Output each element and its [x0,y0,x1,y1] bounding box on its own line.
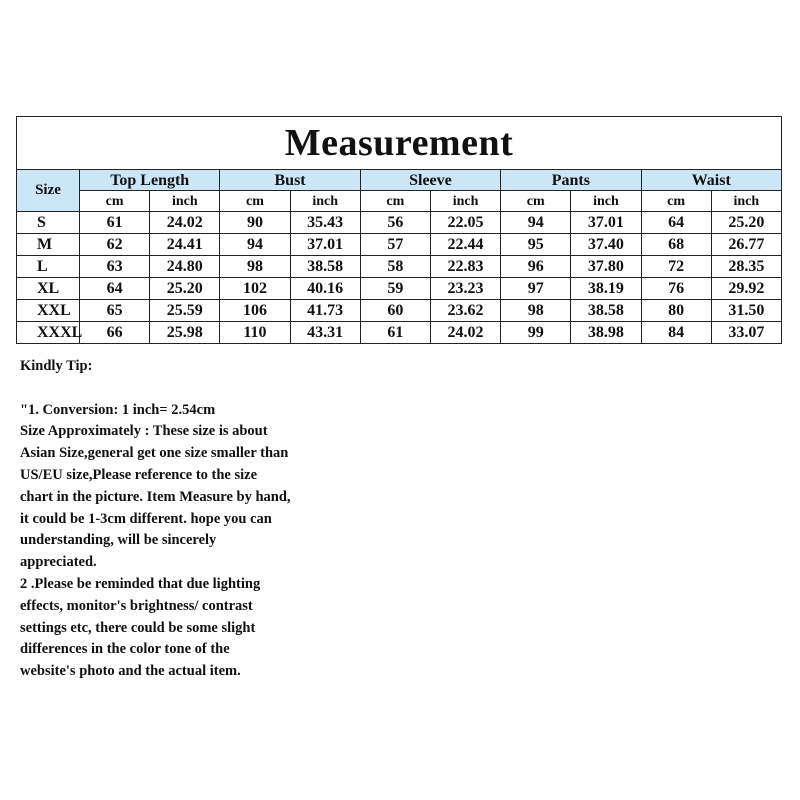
size-cell: XXXL [17,322,80,344]
table-cell: 25.59 [150,300,220,322]
size-cell: L [17,256,80,278]
table-cell: 31.50 [711,300,781,322]
table-cell: 24.80 [150,256,220,278]
table-cell: 22.05 [430,212,500,234]
table-cell: 76 [641,278,711,300]
size-cell: XXL [17,300,80,322]
table-cell: 37.40 [571,234,641,256]
tip-label: Kindly Tip: [20,358,93,374]
table-cell: 94 [220,234,290,256]
table-cell: 98 [220,256,290,278]
note-line: Size Approximately : These size is about [20,423,268,440]
size-table [16,169,782,344]
unit-header-inch: inch [430,191,500,212]
size-header: Size [17,170,80,212]
table-cell: 63 [80,256,150,278]
group-header-sleeve: Sleeve [360,170,500,191]
group-header-bust: Bust [220,170,360,191]
table-cell: 38.19 [571,278,641,300]
table-cell: 23.23 [430,278,500,300]
table-cell: 95 [501,234,571,256]
note-line: Asian Size,general get one size smaller than [20,445,289,462]
table-cell: 23.62 [430,300,500,322]
kindly-tip-notes [20,356,390,683]
table-cell: 62 [80,234,150,256]
table-cell: 29.92 [711,278,781,300]
table-row [17,234,782,256]
table-cell: 33.07 [711,322,781,344]
unit-header-row [17,191,782,212]
table-cell: 96 [501,256,571,278]
table-cell: 43.31 [290,322,360,344]
table-cell: 66 [80,322,150,344]
table-cell: 94 [501,212,571,234]
table-cell: 64 [641,212,711,234]
table-cell: 65 [80,300,150,322]
unit-header-inch: inch [571,191,641,212]
table-cell: 64 [80,278,150,300]
note-line: appreciated. [20,554,97,571]
table-cell: 84 [641,322,711,344]
note-line: settings etc, there could be some slight [20,619,256,636]
unit-header-cm: cm [360,191,430,212]
size-cell: S [17,212,80,234]
group-header-waist: Waist [641,170,782,191]
table-row [17,256,782,278]
unit-header-inch: inch [711,191,781,212]
table-cell: 61 [80,212,150,234]
table-cell: 90 [220,212,290,234]
table-cell: 102 [220,278,290,300]
table-row [17,278,782,300]
table-cell: 22.44 [430,234,500,256]
table-cell: 58 [360,256,430,278]
table-cell: 26.77 [711,234,781,256]
table-cell: 37.80 [571,256,641,278]
table-cell: 38.58 [571,300,641,322]
table-cell: 25.20 [150,278,220,300]
table-cell: 38.98 [571,322,641,344]
note-line: effects, monitor's brightness/ contrast [20,597,253,614]
table-cell: 97 [501,278,571,300]
table-cell: 25.20 [711,212,781,234]
table-cell: 61 [360,322,430,344]
size-chart [16,116,782,344]
note-line: 2 .Please be reminded that due lighting [20,575,261,592]
table-cell: 24.02 [430,322,500,344]
size-cell: XL [17,278,80,300]
table-cell: 41.73 [290,300,360,322]
table-cell: 56 [360,212,430,234]
table-cell: 24.02 [150,212,220,234]
group-header-row [17,170,782,191]
unit-header-cm: cm [641,191,711,212]
table-cell: 22.83 [430,256,500,278]
table-cell: 106 [220,300,290,322]
unit-header-inch: inch [150,191,220,212]
note-line: chart in the picture. Item Measure by hand, [20,488,291,505]
unit-header-cm: cm [80,191,150,212]
table-cell: 110 [220,322,290,344]
table-cell: 38.58 [290,256,360,278]
table-row [17,300,782,322]
table-row [17,322,782,344]
note-line: website's photo and the actual item. [20,663,241,680]
unit-header-cm: cm [220,191,290,212]
table-cell: 60 [360,300,430,322]
table-cell: 59 [360,278,430,300]
table-cell: 80 [641,300,711,322]
note-line: it could be 1-3cm different. hope you can [20,510,272,527]
table-cell: 68 [641,234,711,256]
table-cell: 57 [360,234,430,256]
note-line: differences in the color tone of the [20,641,230,658]
table-cell: 72 [641,256,711,278]
table-cell: 24.41 [150,234,220,256]
unit-header-cm: cm [501,191,571,212]
table-cell: 37.01 [290,234,360,256]
table-row [17,212,782,234]
table-cell: 35.43 [290,212,360,234]
chart-title: Measurement [284,122,514,164]
note-line: "1. Conversion: 1 inch= 2.54cm [20,401,216,418]
note-line: US/EU size,Please reference to the size [20,466,258,483]
table-cell: 28.35 [711,256,781,278]
table-cell: 37.01 [571,212,641,234]
table-cell: 25.98 [150,322,220,344]
note-line: understanding, will be sincerely [20,532,217,549]
size-cell: M [17,234,80,256]
table-cell: 98 [501,300,571,322]
unit-header-inch: inch [290,191,360,212]
table-cell: 99 [501,322,571,344]
group-header-top-length: Top Length [80,170,220,191]
table-cell: 40.16 [290,278,360,300]
title-box [16,116,782,169]
size-table-body [17,212,782,344]
group-header-pants: Pants [501,170,641,191]
